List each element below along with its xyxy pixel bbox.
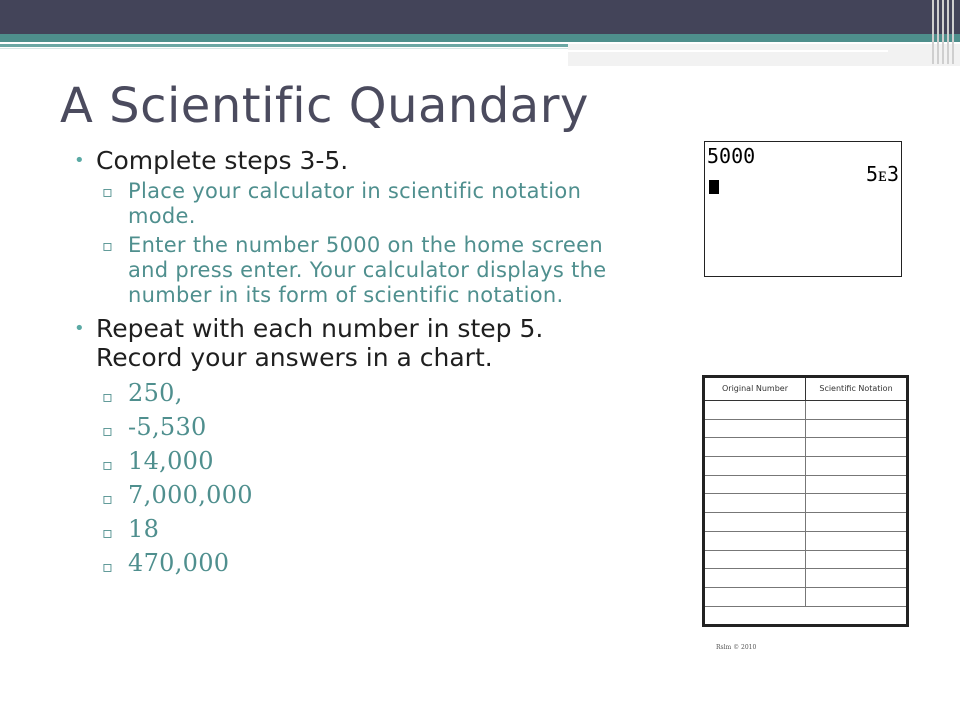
- number-item: [102, 478, 632, 512]
- chart-cell: [705, 476, 806, 494]
- chart-cell: [705, 401, 806, 419]
- number-text: 18: [128, 515, 160, 543]
- accent-stripe: [0, 44, 568, 47]
- answer-chart-image: [702, 375, 909, 627]
- chart-cell: [705, 438, 806, 456]
- bullet-dot-icon: •: [74, 318, 85, 339]
- bullet-item: [72, 146, 632, 175]
- chart-cell: [705, 588, 806, 606]
- sub-bullet-text: Place your calculator in scientific notation mode.: [128, 179, 582, 228]
- number-text: 7,000,000: [128, 481, 253, 509]
- chart-row: [705, 569, 906, 588]
- calculator-result: 5ᴇ3: [866, 162, 899, 186]
- chart-cell: [806, 551, 906, 569]
- number-item: [102, 512, 632, 546]
- accent-stripe: [568, 44, 960, 66]
- cursor-block-icon: [709, 180, 719, 194]
- chart-row: [705, 457, 906, 476]
- bullet-dot-icon: •: [74, 150, 85, 171]
- accent-band: [0, 34, 960, 42]
- accent-stripe: [0, 48, 568, 49]
- chart-row: [705, 494, 906, 513]
- accent-stripe: [568, 50, 888, 52]
- chart-cell: [806, 494, 906, 512]
- square-bullet-icon: ▫: [102, 455, 114, 474]
- bullet-list: [72, 146, 632, 580]
- square-bullet-icon: ▫: [102, 523, 114, 542]
- square-bullet-icon: ▫: [102, 421, 114, 440]
- number-text: -5,530: [128, 413, 207, 441]
- chart-row: [705, 588, 906, 607]
- chart-cell: [806, 420, 906, 438]
- number-text: 14,000: [128, 447, 214, 475]
- chart-cell: [806, 401, 906, 419]
- chart-row: [705, 401, 906, 420]
- chart-cell: [705, 532, 806, 550]
- bullet-text: Complete steps 3-5.: [96, 146, 349, 175]
- chart-row: [705, 420, 906, 439]
- header-band: [0, 0, 960, 34]
- number-item: [102, 376, 632, 410]
- chart-header-row: [705, 378, 906, 401]
- number-text: 250,: [128, 379, 183, 407]
- chart-cell: [806, 588, 906, 606]
- chart-cell: [806, 457, 906, 475]
- number-item: [102, 546, 632, 580]
- calculator-input: 5000: [707, 144, 756, 168]
- chart-body: [705, 401, 906, 607]
- chart-cell: [705, 513, 806, 531]
- chart-cell: [705, 494, 806, 512]
- number-item: [102, 444, 632, 478]
- square-bullet-icon: ▫: [102, 557, 114, 576]
- square-bullet-icon: ▫: [102, 489, 114, 508]
- bullet-item: [72, 314, 632, 372]
- chart-row: [705, 513, 906, 532]
- chart-cell: [705, 551, 806, 569]
- chart-row: [705, 476, 906, 495]
- square-bullet-icon: ▫: [102, 182, 114, 201]
- chart-cell: [806, 569, 906, 587]
- bullet-text: Repeat with each number in step 5. Record your answers in a chart.: [96, 314, 544, 372]
- chart-cell: [705, 569, 806, 587]
- chart-cell: [806, 513, 906, 531]
- square-bullet-icon: ▫: [102, 387, 114, 406]
- number-text: 470,000: [128, 549, 230, 577]
- chart-row: [705, 551, 906, 570]
- chart-row: [705, 438, 906, 457]
- chart-cell: [806, 438, 906, 456]
- chart-cell: [705, 457, 806, 475]
- sub-bullet-item: [102, 179, 632, 229]
- chart-credit: Rslm © 2010: [716, 644, 757, 651]
- slide-title: A Scientific Quandary: [60, 78, 589, 134]
- sub-bullet-item: [102, 233, 632, 308]
- chart-cell: [806, 532, 906, 550]
- calculator-screen-image: [704, 141, 902, 277]
- chart-cell: [705, 420, 806, 438]
- decorative-bars: [932, 0, 954, 64]
- chart-row: [705, 532, 906, 551]
- number-item: [102, 410, 632, 444]
- square-bullet-icon: ▫: [102, 236, 114, 255]
- sub-bullet-text: Enter the number 5000 on the home screen and press enter. Your calculator displays the number in its form of scientific notation.: [128, 233, 607, 307]
- chart-header-original: Original Number: [705, 378, 806, 400]
- chart-cell: [806, 476, 906, 494]
- chart-header-scientific: Scientific Notation: [819, 384, 893, 393]
